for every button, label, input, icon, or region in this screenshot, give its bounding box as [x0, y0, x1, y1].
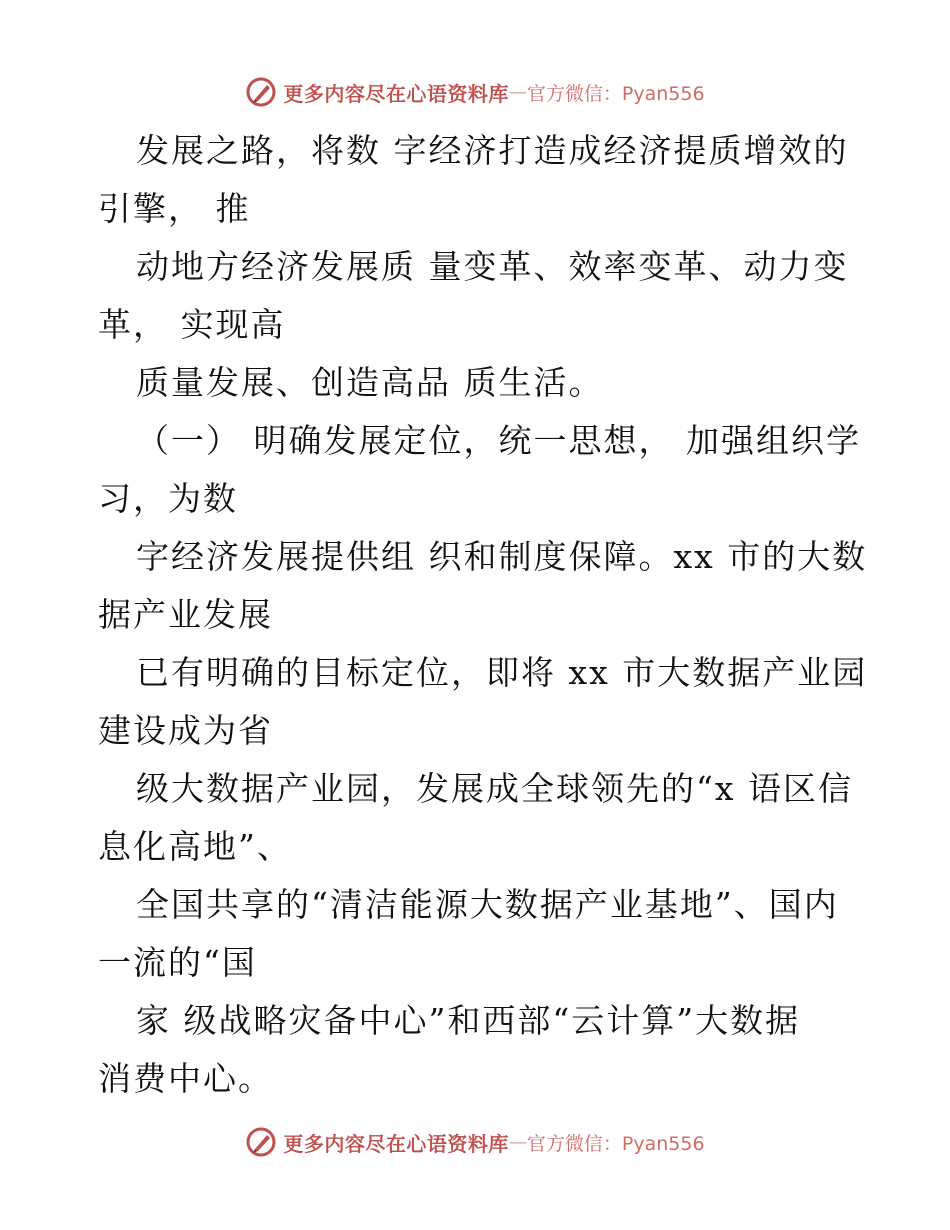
- text-line: 据产业发展: [98, 595, 273, 634]
- text-line: 引擎， 推: [98, 189, 251, 228]
- text-line: 一流的“国: [98, 943, 257, 982]
- text-line: 动地方经济发展质 量变革、效率变革、动力变: [136, 247, 849, 286]
- banner-wechat: 官方微信：Pyan556: [526, 1132, 705, 1155]
- banner-wechat: 官方微信：Pyan556: [526, 82, 705, 105]
- header-banner: [0, 72, 950, 112]
- document-body: [98, 122, 868, 1108]
- text-line: 消费中心。: [98, 1059, 273, 1098]
- text-line: 发展之路，将数 字经济打造成经济提质增效的: [136, 131, 849, 170]
- text-line: 全国共享的“清洁能源大数据产业基地”、国内: [136, 885, 839, 924]
- banner-brand: 更多内容尽在心语资料库: [283, 81, 509, 106]
- text-line: 级大数据产业园，发展成全球领先的“x 语区信: [136, 769, 853, 808]
- pen-logo-icon: [245, 1126, 277, 1158]
- banner-brand: 更多内容尽在心语资料库: [283, 1131, 509, 1156]
- text-line: 革， 实现高: [98, 305, 286, 344]
- text-line: 已有明确的目标定位，即将 xx 市大数据产业园: [136, 653, 868, 692]
- banner-separator: —: [508, 81, 527, 103]
- text-line: （一） 明确发展定位，统一思想， 加强组织学: [136, 421, 861, 460]
- text-line: 字经济发展提供组 织和制度保障。xx 市的大数: [136, 537, 868, 576]
- footer-banner: [0, 1122, 950, 1162]
- text-line: 建设成为省: [98, 711, 273, 750]
- pen-logo-icon: [245, 76, 277, 108]
- text-line: 习，为数: [98, 479, 238, 518]
- text-line: 家 级战略灾备中心”和西部“云计算”大数据: [136, 1001, 801, 1040]
- text-line: 息化高地”、: [98, 827, 292, 866]
- banner-separator: —: [508, 1131, 527, 1153]
- text-line: 质量发展、创造高品 质生活。: [136, 363, 604, 402]
